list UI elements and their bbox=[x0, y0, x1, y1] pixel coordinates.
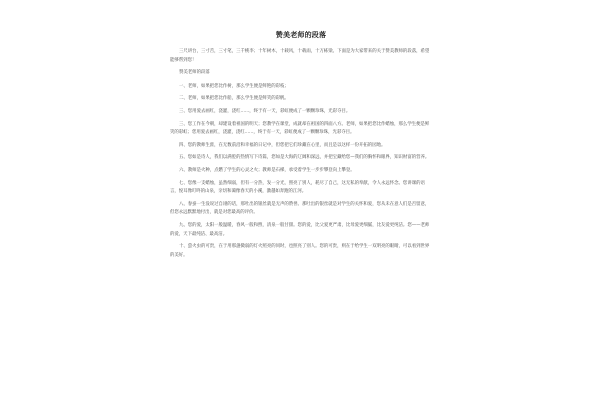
paragraph-list bbox=[170, 83, 432, 261]
document-title: 赞美老师的段落 bbox=[275, 31, 327, 39]
body-paragraph: 五、您如是诗人，我们以满腔的热情写下诗篇，您如是大海的辽阔和深远，并把宝藏给您—我们的胸怀和眼界，知识财富的营养。 bbox=[179, 155, 430, 161]
body-paragraph: 七、您像一支蜡烛，虽然细弱，但有一分热，发一分光，照亮了别人，耗尽了自己，这无私的奉献，令人永远怀念。您讲课的语言，悦耳像叮咚的山泉，亲切和蔼像春天的小溪，激越如奔跑的江河。 bbox=[170, 180, 425, 195]
body-paragraph: 十、萤火虫的可贵，在于用那盏微弱的灯火照亮的同时，也照亮了别人。您的可贵，则在于给学生一双明亮的眼睛，可以看到世界的美好。 bbox=[170, 244, 430, 258]
body-paragraph: 六、教师是火种，点燃了学生的心灵之火；教师是石梯，承受着学生一步步攀登向上攀登。 bbox=[179, 167, 355, 173]
body-paragraph: 二、老师，如果把您比作船，那么学生便是鲜笑的彩帆。 bbox=[179, 96, 289, 102]
body-paragraph: 三、您工作在今朝，却建设着祖国的明天；您教学在课堂，成就却在祖国的四面八方。老师，如果把您比作蜡烛，那么学生便是鲜笑的彩虹；您用爱去画红，浇灌，浇红……，终于有一天，彩虹便成了一颗颗珍珠，光彩夺目。 bbox=[170, 121, 430, 136]
body-paragraph: 四、您的教师生涯，在无数前沿和幸福的日记中，但您把它们珍藏在心里，而且是以这样一份开拓的园地。 bbox=[179, 142, 386, 148]
body-paragraph: 八、春蚕一生没说过自诩的话，那吐出的银丝就是无声的赞誉。那吐出的银丝就是对学生的关怀和爱，您从未在意人们是否留意，但您永远默默地付出，就是对您最高的评价。 bbox=[170, 201, 430, 216]
section-subheading: 赞美老师的段落 bbox=[179, 70, 210, 76]
intro-paragraph: 三尺讲台，三寸舌，三寸笔，三千桃李；十年树木，十载风，十载雨，十万栋梁。下面是为大家带来的关于赞美教师的段落，希望能够帮到您！ bbox=[170, 49, 430, 63]
body-paragraph: 三、您用爱去画红，浇灌，浇红……，终于有一天，彩虹便成了一颗颗珍珠，光彩夺目。 bbox=[179, 108, 351, 114]
body-paragraph: 一、老师，如果把您比作树，那么学生便是鲜艳的彩枝； bbox=[179, 83, 289, 89]
body-paragraph: 九、您的爱，太阳一般温暖，春风一般和煦，清泉一般甘甜。您的爱，比父爱更严肃，比母爱更细腻，比友爱更纯洁。您——老师的爱，天下最纯洁、最高洁。 bbox=[170, 222, 430, 237]
document-page bbox=[170, 22, 432, 392]
